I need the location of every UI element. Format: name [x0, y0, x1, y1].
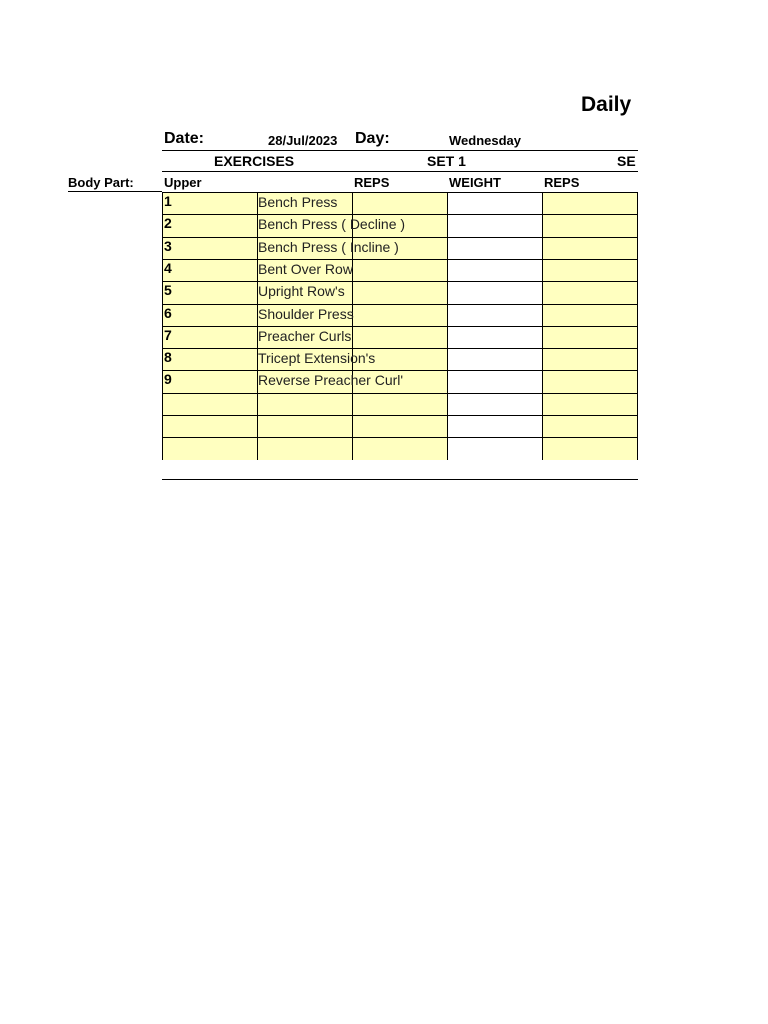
row-number: 5 — [164, 282, 172, 299]
set2-heading: SE — [617, 153, 636, 169]
grid-cell[interactable] — [542, 281, 638, 304]
grid-cell[interactable] — [447, 415, 543, 438]
grid-cell[interactable] — [542, 370, 638, 393]
grid-cell[interactable] — [542, 326, 638, 349]
exercise-name: Upright Row's — [258, 283, 345, 300]
grid-cell[interactable] — [447, 326, 543, 349]
grid-cell[interactable] — [542, 348, 638, 371]
col-weight-1: WEIGHT — [449, 175, 501, 190]
grid-cell[interactable] — [352, 259, 448, 282]
grid-cell[interactable] — [352, 393, 448, 416]
grid-cell[interactable] — [352, 192, 448, 215]
grid-cell[interactable] — [162, 237, 258, 260]
grid-cell[interactable] — [352, 281, 448, 304]
grid-cell[interactable] — [352, 304, 448, 327]
grid-cell[interactable] — [447, 348, 543, 371]
grid-cell[interactable] — [257, 393, 353, 416]
row-number: 1 — [164, 193, 172, 209]
row-number: 7 — [164, 326, 172, 343]
grid-cell[interactable] — [447, 281, 543, 304]
grid-cell[interactable] — [162, 370, 258, 393]
body-part-underline — [68, 191, 162, 192]
day-value: Wednesday — [449, 133, 522, 148]
col-reps-1: REPS — [354, 175, 390, 190]
grid-cell[interactable] — [542, 214, 638, 237]
exercise-name: Bent Over Row — [258, 260, 353, 277]
exercise-name: Preacher Curls — [258, 327, 352, 344]
row-number: 8 — [164, 349, 172, 366]
grid-cell[interactable] — [352, 415, 448, 438]
header-divider-mid — [162, 171, 638, 172]
grid-cell[interactable] — [542, 304, 638, 327]
grid-cell[interactable] — [162, 326, 258, 349]
sheet-title: Daily — [581, 93, 632, 116]
grid-cell[interactable] — [447, 304, 543, 327]
grid-cell[interactable] — [162, 437, 258, 460]
row-number: 2 — [164, 215, 172, 232]
grid-cell[interactable] — [162, 281, 258, 304]
grid-cell[interactable] — [162, 393, 258, 416]
row-number: 6 — [164, 304, 172, 321]
grid-cell[interactable] — [162, 259, 258, 282]
grid-cell[interactable] — [447, 192, 543, 215]
grid-cell[interactable] — [542, 259, 638, 282]
exercises-heading: EXERCISES — [214, 153, 295, 169]
date-value: 28/Jul/2023 — [268, 133, 338, 148]
exercise-name: Reverse Preacher Curl' — [258, 372, 404, 389]
grid-cell[interactable] — [352, 326, 448, 349]
grid-cell[interactable] — [352, 437, 448, 460]
body-part-label: Body Part: — [68, 175, 134, 190]
exercise-grid — [162, 192, 638, 460]
header-divider-top — [162, 150, 638, 151]
grid-cell[interactable] — [447, 214, 543, 237]
footer-divider — [162, 479, 638, 480]
set1-heading: SET 1 — [427, 153, 466, 169]
grid-cell[interactable] — [162, 304, 258, 327]
row-number: 9 — [164, 371, 172, 388]
exercise-name: Bench Press ( Incline ) — [258, 238, 399, 255]
exercise-name: Shoulder Press — [258, 305, 354, 322]
grid-cell[interactable] — [162, 214, 258, 237]
grid-cell[interactable] — [447, 259, 543, 282]
grid-cell[interactable] — [542, 192, 638, 215]
grid-cell[interactable] — [542, 415, 638, 438]
grid-cell[interactable] — [447, 370, 543, 393]
exercise-name: Bench Press ( Decline ) — [258, 216, 406, 233]
grid-cell[interactable] — [447, 393, 543, 416]
day-label: Day: — [355, 130, 390, 147]
grid-cell[interactable] — [447, 237, 543, 260]
exercise-name: Tricept Extension's — [258, 350, 376, 367]
grid-cell[interactable] — [542, 393, 638, 416]
row-number: 4 — [164, 259, 172, 276]
grid-cell[interactable] — [257, 437, 353, 460]
date-label: Date: — [164, 130, 205, 147]
body-part-value: Upper — [164, 175, 202, 190]
grid-cell[interactable] — [447, 437, 543, 460]
grid-cell[interactable] — [257, 415, 353, 438]
grid-cell[interactable] — [162, 192, 258, 215]
grid-cell[interactable] — [162, 348, 258, 371]
grid-cell[interactable] — [162, 415, 258, 438]
row-number: 3 — [164, 237, 172, 254]
col-reps-2: REPS — [544, 175, 580, 190]
grid-cell[interactable] — [542, 237, 638, 260]
grid-cell[interactable] — [542, 437, 638, 460]
exercise-name: Bench Press — [258, 194, 338, 210]
